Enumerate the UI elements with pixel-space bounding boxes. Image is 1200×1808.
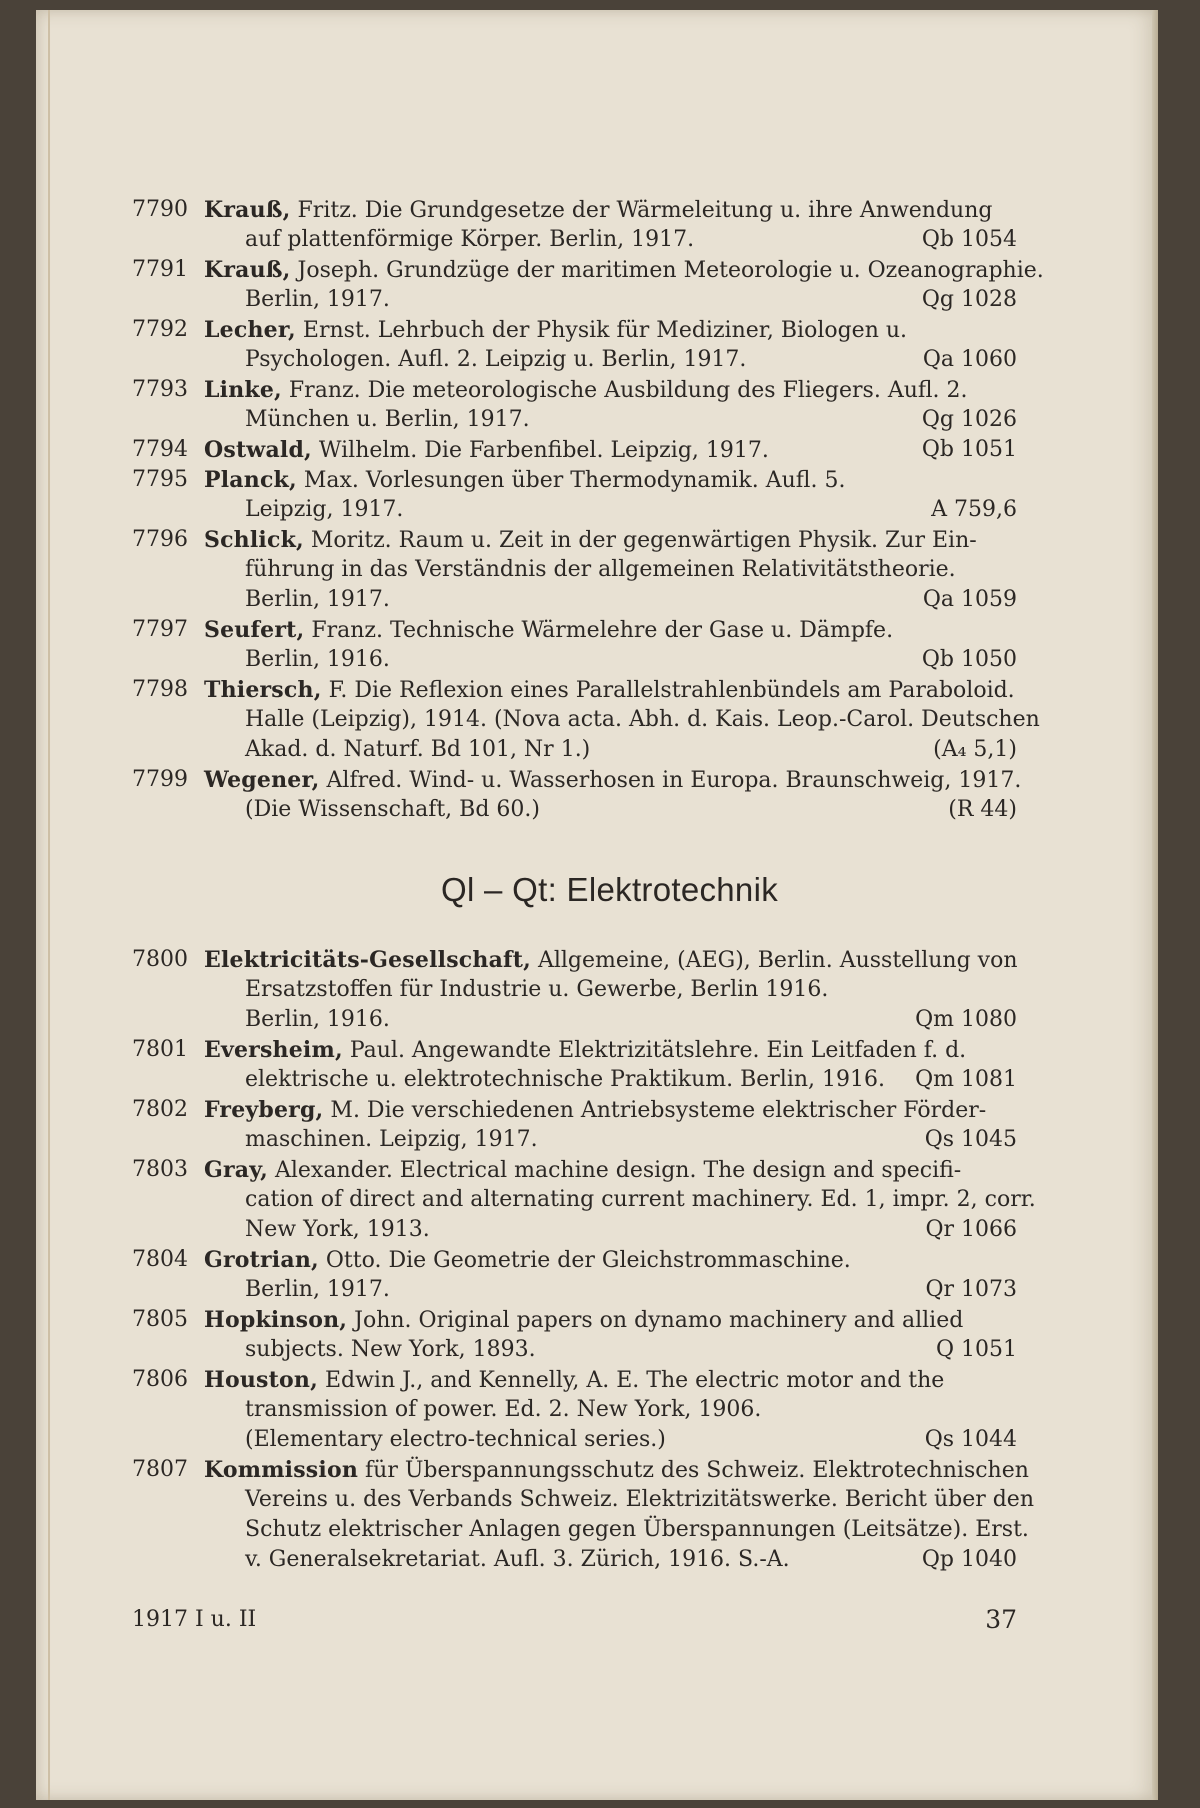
entry-body: Akad. d. Naturf. Bd 101, Nr 1.) (245, 737, 591, 762)
entry-text (245, 1065, 1017, 1095)
entry-body: Joseph. Grundzüge der maritimen Meteorologie u. Ozeanographie. (297, 258, 1044, 283)
entry-line (132, 1245, 1017, 1275)
entry-line (132, 1035, 1017, 1065)
entry-text (204, 1035, 1017, 1066)
entry-number: 7801 (132, 1037, 188, 1062)
entry-body: Vereins u. des Verbands Schweiz. Elektrizitätswerke. Bericht über den (245, 1487, 1034, 1512)
entry-author: Seufert, (204, 617, 305, 643)
entry-author: Lecher, (204, 317, 296, 343)
section-heading: Ql – Qt: Elektrotechnik (440, 871, 779, 908)
entry-line (132, 675, 1017, 705)
call-number: Qb 1054 (921, 227, 1017, 252)
entry-text (245, 1545, 1017, 1575)
entry-line (132, 1395, 1017, 1425)
entry-body: Berlin, 1917. (245, 1277, 390, 1302)
bibliography-entry (132, 195, 1017, 255)
entry-text (204, 435, 1017, 466)
entry-line (132, 1125, 1017, 1155)
entry-body: John. Original papers on dynamo machinery and allied (354, 1308, 964, 1333)
entry-number: 7806 (132, 1367, 188, 1392)
entry-line (132, 1095, 1017, 1125)
bibliography-entry (132, 435, 1017, 465)
entry-line (132, 735, 1017, 765)
entry-body: transmission of power. Ed. 2. New York, 1906. (245, 1397, 762, 1422)
entry-text (245, 1005, 1017, 1035)
entry-number: 7803 (132, 1157, 188, 1182)
entry-text (245, 795, 1017, 825)
entry-line (132, 765, 1022, 795)
entry-list-physics (132, 195, 1044, 825)
entry-author: Linke, (204, 377, 282, 403)
entry-line (132, 555, 1017, 585)
entry-body: Halle (Leipzig), 1914. (Nova acta. Abh. d. Kais. Leop.-Carol. Deutschen (245, 707, 1040, 732)
entry-body: Paul. Angewandte Elektrizitätslehre. Ein Leitfaden f. d. (349, 1038, 967, 1063)
bibliography-entry (132, 1305, 1017, 1365)
entry-number: 7794 (132, 437, 188, 462)
entry-author: Wegener, (204, 767, 320, 793)
call-number: Qb 1051 (921, 437, 1017, 462)
gutter-line (48, 10, 50, 1800)
entry-body: Franz. Technische Wärmelehre der Gase u. Dämpfe. (311, 618, 894, 643)
bibliography-entry (132, 375, 1017, 435)
entry-line (132, 465, 1017, 495)
entry-body: subjects. New York, 1893. (245, 1337, 536, 1362)
entry-text (204, 675, 1017, 706)
entry-text (245, 1425, 1017, 1455)
entry-body: Ernst. Lehrbuch der Physik für Mediziner, Biologen u. (302, 318, 908, 343)
entry-text (245, 1185, 1036, 1215)
entry-author: Eversheim, (204, 1037, 343, 1063)
entry-text (245, 285, 1017, 315)
entry-number: 7805 (132, 1307, 188, 1332)
entry-text (204, 1455, 1029, 1486)
entry-body: Ersatzstoffen für Industrie u. Gewerbe, Berlin 1916. (245, 977, 829, 1002)
entry-author: Krauß, (204, 197, 291, 223)
entry-number: 7802 (132, 1097, 188, 1122)
entry-line (132, 345, 1017, 375)
entry-body: Berlin, 1917. (245, 287, 390, 312)
call-number: Qs 1045 (924, 1127, 1017, 1152)
entry-body: elektrische u. elektrotechnische Praktikum. Berlin, 1916. (245, 1067, 886, 1092)
entry-text (204, 315, 1017, 346)
call-number: Qg 1026 (921, 407, 1017, 432)
entry-number: 7790 (132, 197, 188, 222)
entry-text (204, 765, 1022, 796)
bibliography-entry (132, 1245, 1017, 1305)
entry-text (245, 975, 1017, 1005)
entry-author: Ostwald, (204, 437, 312, 463)
entry-line (132, 525, 1017, 555)
entry-line (132, 795, 1017, 825)
entry-text (245, 1275, 1017, 1305)
entry-line (132, 1305, 1017, 1335)
entry-line (132, 1065, 1017, 1095)
bibliography-entry (132, 1155, 1036, 1245)
call-number: A 759,6 (931, 497, 1017, 522)
entry-line (132, 1185, 1036, 1215)
page-number: 37 (985, 1605, 1017, 1634)
entry-number: 7791 (132, 257, 188, 282)
entry-body: cation of direct and alternating current machinery. Ed. 1, impr. 2, corr. (245, 1187, 1036, 1212)
bibliography-entry (132, 675, 1040, 765)
entry-text (204, 1155, 1017, 1186)
entry-text (204, 945, 1017, 976)
entry-body: Allgemeine, (AEG), Berlin. Ausstellung von (537, 948, 1018, 973)
entry-text (245, 1515, 1029, 1545)
entry-body: (Elementary electro-technical series.) (245, 1427, 666, 1452)
page-footer (132, 1600, 1017, 1640)
entry-line (132, 435, 1017, 465)
entry-text (204, 1095, 1017, 1126)
bibliography-entry (132, 765, 1022, 825)
entry-line (132, 945, 1017, 975)
entry-text (204, 1245, 1017, 1276)
entry-body: Alfred. Wind- u. Wasserhosen in Europa. Braunschweig, 1917. (326, 768, 1022, 793)
entry-line (132, 1335, 1017, 1365)
entry-line (132, 1275, 1017, 1305)
entry-line (132, 585, 1017, 615)
entry-text (204, 195, 1017, 226)
entry-line (132, 375, 1017, 405)
entry-line (132, 225, 1017, 255)
entry-number: 7799 (132, 767, 188, 792)
bibliography-entry (132, 1035, 1017, 1095)
entry-body: maschinen. Leipzig, 1917. (245, 1127, 538, 1152)
entry-body: F. Die Reflexion eines Parallelstrahlenbündels am Paraboloid. (328, 678, 1015, 703)
entry-author: Houston, (204, 1367, 318, 1393)
entry-number: 7797 (132, 617, 188, 642)
page-edge (1152, 10, 1158, 1800)
entry-author: Krauß, (204, 257, 291, 283)
entry-list-electrical (132, 945, 1036, 1575)
entry-line (132, 255, 1044, 285)
entry-number: 7793 (132, 377, 188, 402)
footer-volume: 1917 I u. II (132, 1607, 257, 1632)
entry-body: Wilhelm. Die Farbenfibel. Leipzig, 1917. (318, 438, 769, 463)
entry-number: 7800 (132, 947, 188, 972)
entry-body: Fritz. Die Grundgesetze der Wärmeleitung u. ihre Anwendung (297, 198, 993, 223)
entry-body: M. Die verschiedenen Antriebsysteme elektrischer Förder- (330, 1098, 987, 1123)
entry-line (132, 1215, 1017, 1245)
entry-body: Leipzig, 1917. (245, 497, 404, 522)
entry-body: Max. Vorlesungen über Thermodynamik. Aufl. 5. (303, 468, 846, 493)
entry-text (245, 735, 1017, 765)
entry-body: München u. Berlin, 1917. (245, 407, 530, 432)
entry-body: Berlin, 1917. (245, 587, 390, 612)
entry-body: auf plattenförmige Körper. Berlin, 1917. (245, 227, 695, 252)
entry-body: Alexander. Electrical machine design. The design and specifi- (274, 1158, 962, 1183)
entry-text (245, 405, 1017, 435)
entry-body: für Überspannungsschutz des Schweiz. Elektrotechnischen (365, 1458, 1029, 1483)
entry-body: New York, 1913. (245, 1217, 430, 1242)
bibliography-entry (132, 1095, 1017, 1155)
entry-line (132, 195, 1017, 225)
entry-text (245, 1125, 1017, 1155)
bibliography-entry (132, 1455, 1034, 1575)
entry-text (245, 1335, 1017, 1365)
entry-line (132, 1545, 1017, 1575)
call-number: Qs 1044 (924, 1427, 1017, 1452)
entry-line (132, 615, 1017, 645)
call-number: Qm 1081 (915, 1067, 1017, 1092)
bibliography-content (132, 195, 1044, 1575)
call-number: Qr 1073 (925, 1277, 1017, 1302)
bibliography-entry (132, 1365, 1017, 1455)
entry-author: Elektricitäts-Gesellschaft, (204, 947, 531, 973)
entry-body: Psychologen. Aufl. 2. Leipzig u. Berlin, 1917. (245, 347, 747, 372)
entry-number: 7798 (132, 677, 188, 702)
call-number: Qa 1059 (922, 587, 1017, 612)
entry-text (245, 225, 1017, 255)
bibliography-entry (132, 615, 1017, 675)
bibliography-entry (132, 255, 1044, 315)
entry-text (245, 555, 1017, 585)
call-number: Qa 1060 (922, 347, 1017, 372)
entry-body: (Die Wissenschaft, Bd 60.) (245, 797, 540, 822)
call-number: (R 44) (948, 797, 1017, 822)
bibliography-entry (132, 465, 1017, 525)
entry-author: Planck, (204, 467, 297, 493)
entry-text (204, 615, 1017, 646)
entry-line (132, 405, 1017, 435)
entry-number: 7804 (132, 1247, 188, 1272)
call-number: Qb 1050 (921, 647, 1017, 672)
entry-author: Thiersch, (204, 677, 322, 703)
entry-author: Freyberg, (204, 1097, 324, 1123)
bibliography-entry (132, 945, 1017, 1035)
entry-line (132, 705, 1040, 735)
entry-line (132, 1005, 1017, 1035)
bibliography-entry (132, 525, 1017, 615)
entry-text (245, 1395, 1017, 1425)
entry-text (245, 585, 1017, 615)
entry-line (132, 645, 1017, 675)
entry-text (204, 375, 1017, 406)
entry-line (132, 495, 1017, 525)
entry-number: 7792 (132, 317, 188, 342)
call-number: (A₄ 5,1) (933, 737, 1017, 762)
entry-body: Berlin, 1916. (245, 1007, 390, 1032)
entry-line (132, 975, 1017, 1005)
entry-body: Schutz elektrischer Anlagen gegen Überspannungen (Leitsätze). Erst. (245, 1517, 1029, 1542)
entry-text (204, 1305, 1017, 1336)
entry-author: Hopkinson, (204, 1307, 348, 1333)
entry-body: Edwin J., and Kennelly, A. E. The electric motor and the (324, 1368, 945, 1393)
entry-author: Schlick, (204, 527, 304, 553)
entry-text (245, 1485, 1034, 1515)
entry-body: führung in das Verständnis der allgemeinen Relativitätstheorie. (245, 557, 956, 582)
entry-body: Berlin, 1916. (245, 647, 390, 672)
entry-body: Moritz. Raum u. Zeit in der gegenwärtigen Physik. Zur Ein- (310, 528, 977, 553)
entry-number: 7807 (132, 1457, 188, 1482)
entry-line (132, 1365, 1017, 1395)
entry-text (245, 705, 1040, 735)
call-number: Q 1051 (935, 1337, 1017, 1362)
entry-line (132, 1485, 1034, 1515)
entry-text (245, 1215, 1017, 1245)
entry-text (204, 465, 1017, 496)
entry-text (245, 645, 1017, 675)
entry-text (245, 495, 1017, 525)
entry-line (132, 1425, 1017, 1455)
call-number: Qp 1040 (921, 1547, 1017, 1572)
call-number: Qg 1028 (921, 287, 1017, 312)
entry-text (204, 255, 1044, 286)
entry-text (204, 525, 1017, 556)
bibliography-entry (132, 315, 1017, 375)
entry-body: v. Generalsekretariat. Aufl. 3. Zürich, 1916. S.-A. (245, 1547, 790, 1572)
call-number: Qr 1066 (925, 1217, 1017, 1242)
entry-author: Grotrian, (204, 1247, 319, 1273)
entry-number: 7796 (132, 527, 188, 552)
entry-author: Gray, (204, 1157, 268, 1183)
entry-line (132, 1515, 1029, 1545)
entry-author: Kommission (204, 1457, 359, 1483)
entry-text (204, 1365, 1017, 1396)
entry-line (132, 1155, 1017, 1185)
entry-text (245, 345, 1017, 375)
entry-line (132, 285, 1017, 315)
entry-body: Otto. Die Geometrie der Gleichstrommaschine. (325, 1248, 851, 1273)
entry-line (132, 1455, 1029, 1485)
entry-number: 7795 (132, 467, 188, 492)
entry-line (132, 315, 1017, 345)
entry-body: Franz. Die meteorologische Ausbildung des Fliegers. Aufl. 2. (288, 378, 968, 403)
call-number: Qm 1080 (915, 1007, 1017, 1032)
